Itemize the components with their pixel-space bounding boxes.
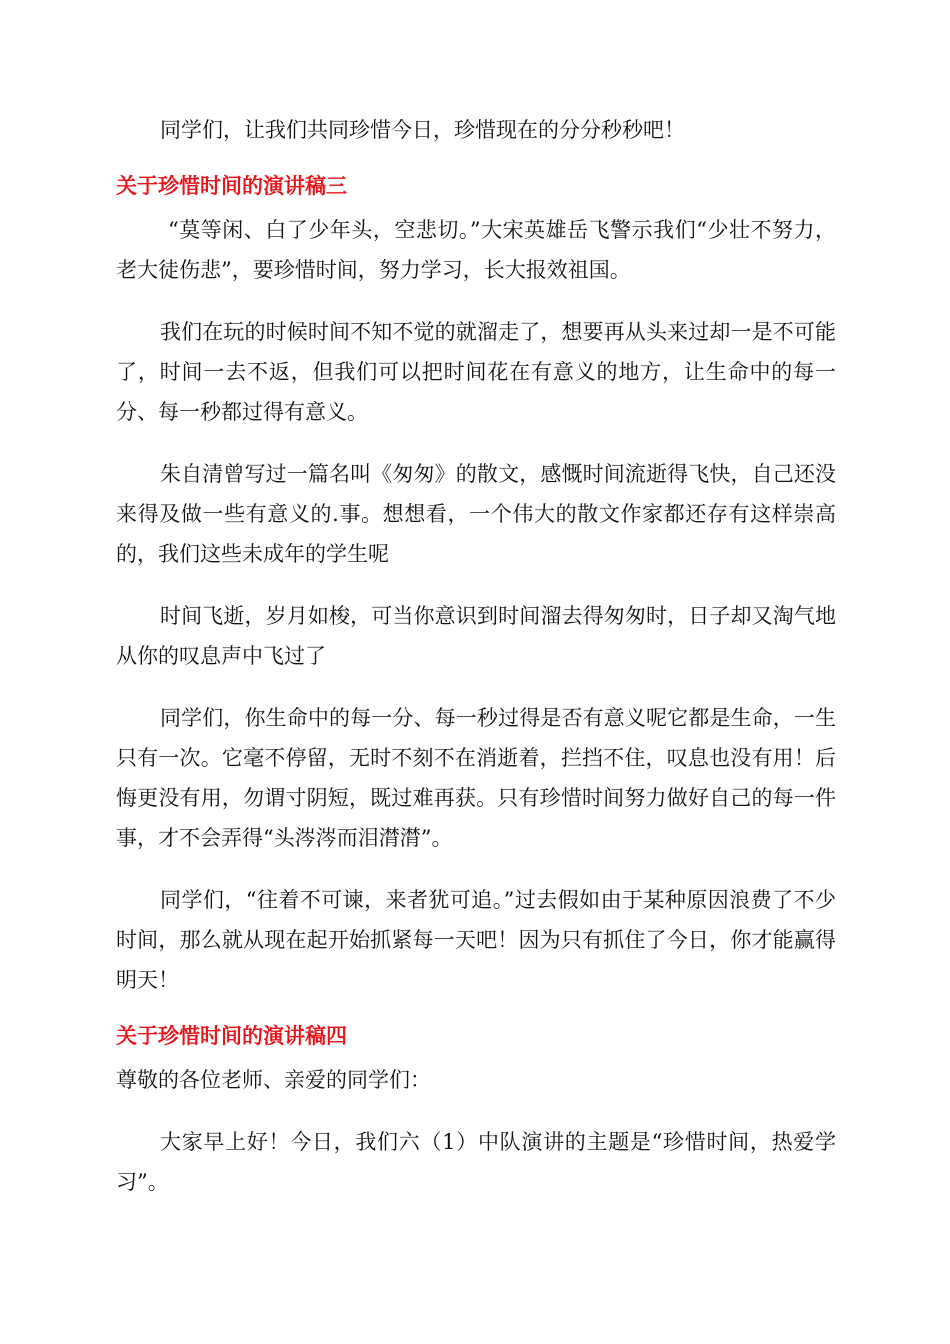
paragraph-salutation: 尊敬的各位老师、亲爱的同学们： — [116, 1068, 431, 1092]
paragraph-time-slips: 我们在玩的时候时间不知不觉的就溜走了，想要再从头来过却一是不可能了，时间一去不返，但我们可以把时间花在有意义的地方，让生命中的每一分、每一秒都过得有意义。 — [116, 320, 836, 424]
section-heading-4: 关于珍惜时间的演讲稿四 — [116, 1024, 347, 1048]
paragraph-zhu-ziqing: 朱自清曾写过一篇名叫《匆匆》的散文，感慨时间流逝得飞快，自己还没来得及做一些有意义的.事。想想看，一个伟大的散文作家都还存有这样崇高的，我们这些未成年的学生呢 — [116, 462, 836, 566]
paragraph-catch-up: 同学们，“往着不可谏，来者犹可追。”过去假如由于某种原因浪费了不少时间，那么就从现在起开始抓紧每一天吧！因为只有抓住了今日，你才能赢得明天！ — [116, 888, 836, 992]
paragraph-time-flies: 时间飞逝，岁月如梭，可当你意识到时间溜去得匆匆时，日子却又淘气地从你的叹息声中飞过了 — [116, 604, 836, 668]
paragraph-every-second: 同学们，你生命中的每一分、每一秒过得是否有意义呢它都是生命，一生只有一次。它毫不停留，无时不刻不在消逝着，拦挡不住，叹息也没有用！后悔更没有用，勿谓寸阴短，既过难再获。只有珍惜时间努力做好自己的每一件事，才不会弄得“头涔涔而泪潸潸”。 — [116, 706, 836, 850]
section-heading-3: 关于珍惜时间的演讲稿三 — [116, 174, 347, 198]
paragraph-closing-line: 同学们，让我们共同珍惜今日，珍惜现在的分分秒秒吧！ — [160, 118, 685, 142]
document-page — [116, 110, 836, 1224]
paragraph-greeting: 大家早上好！今日，我们六（1）中队演讲的主题是“珍惜时间，热爱学习”。 — [116, 1130, 836, 1194]
paragraph-yuefei-quote: “莫等闲、白了少年头，空悲切。”大宋英雄岳飞警示我们“少壮不努力，老大徒伤悲”，要珍惜时间，努力学习，长大报效祖国。 — [116, 218, 836, 282]
